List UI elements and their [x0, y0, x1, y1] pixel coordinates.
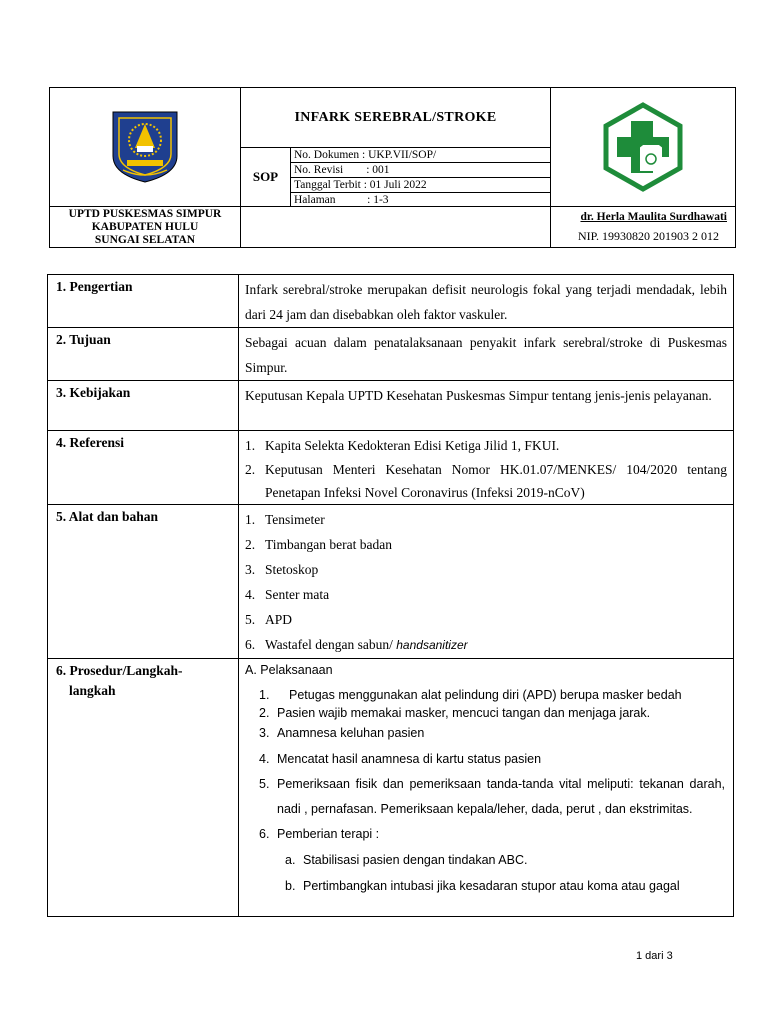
table-row [48, 381, 734, 431]
signer-nip: NIP. 19930820 201903 2 012 [577, 228, 719, 243]
section-label-tujuan: 2. Tujuan [48, 328, 239, 381]
regency-logo-cell [50, 88, 241, 207]
puskesmas-logo-icon [600, 101, 686, 193]
sop-content-table [47, 274, 733, 917]
list-item: 6. Pemberian terapi : [259, 827, 380, 841]
section-label-prosedur: 6. Prosedur/Langkah- langkah [48, 659, 239, 917]
signer-cell [551, 207, 736, 248]
list-item: 3. Stetoskop [245, 562, 319, 577]
table-row [48, 328, 734, 381]
organization-line: KABUPATEN HULU [91, 220, 199, 233]
section-label-kebijakan: 3. Kebijakan [48, 381, 239, 431]
sop-label: SOP [252, 169, 279, 184]
meta-row: Halaman : 1-3 [294, 194, 389, 206]
list-item: 2. Pasien wajib memakai masker, mencuci tangan dan menjaga jarak. [259, 706, 651, 720]
meta-row: Tanggal Terbit : 01 Juli 2022 [291, 178, 550, 193]
organization-line: SUNGAI SELATAN [94, 233, 196, 246]
list-item: a. Stabilisasi pasien dengan tindakan ABC. [285, 853, 528, 867]
section-label-referensi: 4. Referensi [48, 431, 239, 505]
table-row [48, 659, 734, 917]
list-item: b. Pertimbangkan intubasi jika kesadaran stupor atau koma atau gagal [285, 879, 680, 893]
page-number: 1 dari 3 [636, 950, 673, 962]
meta-row: No. Revisi : 001 [291, 163, 550, 178]
organization-line: UPTD PUSKESMAS SIMPUR [68, 207, 222, 220]
regency-shield-icon [111, 110, 179, 184]
list-item: 1. Tensimeter [245, 512, 325, 527]
document-header [49, 87, 735, 247]
table-row [48, 431, 734, 505]
list-item: 1. Petugas menggunakan alat pelindung diri (APD) berupa masker bedah [259, 688, 682, 702]
signer-name: dr. Herla Maulita Surdhawati [580, 210, 727, 223]
table-row [48, 275, 734, 328]
list-item: 1. Kapita Selekta Kedokteran Edisi Ketiga Jilid 1, FKUI. [245, 438, 560, 453]
table-row [48, 505, 734, 659]
section-label-alat: 5. Alat dan bahan [48, 505, 239, 659]
document-title: INFARK SEREBRAL/STROKE [294, 109, 497, 125]
meta-row: No. Dokumen : UKP.VII/SOP/ [291, 148, 550, 163]
list-item: 4. Senter mata [245, 587, 330, 602]
puskesmas-logo-cell [551, 88, 736, 207]
subsection-heading: A. Pelaksanaan [245, 663, 333, 677]
list-item: 5. Pemeriksaan fisik dan pemeriksaan tanda-tanda vital meliputi: tekanan darah, nadi , pernafasan. Pemeriksaan kepala/leher, dada, perut , dan ekstrimitas. [259, 777, 725, 816]
procedure-steps [245, 685, 727, 899]
organization-cell [50, 207, 241, 248]
section-label-pengertian: 1. Pengertian [48, 275, 239, 328]
section-text-pengertian: Infark serebral/stroke merupakan defisit neurologis fokal yang terjadi mendadak, lebih dari 24 jam dan disebabkan oleh faktor vaskuler. [239, 275, 734, 328]
list-item: 6. Wastafel dengan sabun/ handsanitizer [245, 637, 468, 652]
list-item: 2. Timbangan berat badan [245, 537, 392, 552]
document-meta [291, 148, 550, 206]
list-item: 3. Anamnesa keluhan pasien [259, 726, 425, 740]
section-text-kebijakan: Keputusan Kepala UPTD Kesehatan Puskesmas Simpur tentang jenis-jenis pelayanan. [239, 381, 734, 431]
list-item: 4. Mencatat hasil anamnesa di kartu status pasien [259, 752, 542, 766]
list-item: 2. Keputusan Menteri Kesehatan Nomor HK.01.07/MENKES/ 104/2020 tentang Penetapan Infeksi Novel Coronavirus (Infeksi 2019-nCoV) [245, 462, 727, 500]
list-item: 5. APD [245, 612, 293, 627]
section-text-tujuan: Sebagai acuan dalam penatalaksanaan penyakit infark serebral/stroke di Puskesmas Simpur. [239, 328, 734, 381]
